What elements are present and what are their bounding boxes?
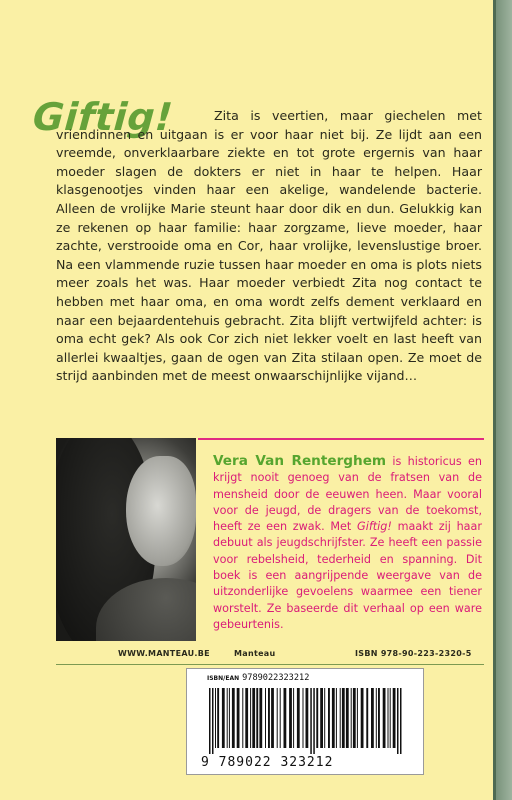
author-bio-text-1: is historicus en krijgt nooit genoeg van de fratsen van de mensheid door de eeuwen heen. Maar vooral voor de jeugd, de dragers van de toekomst, heeft ze een zwak. Met [213,455,482,534]
barcode-bar [209,688,211,754]
barcode-bar [303,688,304,748]
barcode-bar [289,688,292,748]
barcode-bar [259,688,262,748]
barcode-bar [361,688,364,748]
barcode-bar [340,688,341,748]
author-bio-book-title: Giftig! [357,520,392,534]
barcode-bar [306,688,309,748]
publisher-website: WWW.MANTEAU.BE [118,649,210,658]
barcode-bar [324,688,325,748]
barcode-bar [232,688,235,748]
barcode-bar [393,688,396,748]
barcode-label: ISBN/EAN [207,675,240,682]
barcode-bar [237,688,240,748]
footer-divider [56,664,484,665]
barcode-bar [229,688,230,748]
barcode-bar [250,688,251,748]
barcode-bar [212,688,214,754]
barcode-bar [245,688,248,748]
publisher-name: Manteau [234,649,276,658]
barcode-bar [332,688,335,748]
barcode-bar [252,688,255,748]
book-title: Giftig! [31,95,175,139]
barcode-sticker [186,668,424,775]
barcode-bar [271,688,274,748]
barcode-bar [351,688,352,748]
barcode-bar [357,688,358,748]
barcode-bar [378,688,380,748]
barcode-bar [222,688,225,748]
author-name: Vera Van Renterghem [213,453,387,469]
barcode-bar [293,688,294,748]
barcode-bar [277,688,278,748]
barcode-bar [353,688,356,748]
barcode-bar [336,688,337,748]
isbn-label: ISBN 978-90-223-2320-5 [355,649,472,658]
barcode-header [207,673,309,683]
barcode-digits: 9 789022 323212 [201,755,334,770]
barcode-bar [390,688,391,748]
barcode-header-number: 9789022323212 [242,673,310,683]
barcode-bar [227,688,228,748]
barcode-bar [268,688,270,748]
barcode-bar [313,688,315,754]
barcode-bar [371,688,374,748]
barcode-bar [400,688,402,754]
barcode-bar [297,688,300,748]
barcode-bar [310,688,312,754]
barcode-bar [366,688,368,748]
barcode-bar [376,688,377,748]
barcode-bar [342,688,345,748]
author-photo [56,438,196,641]
barcode-bars [207,688,405,754]
barcode-bar [388,688,389,748]
barcode-bar [328,688,330,748]
barcode-bar [280,688,281,748]
bio-divider [198,438,484,440]
barcode-bar [217,688,219,748]
barcode-bar [346,688,349,748]
barcode-bar [242,688,243,748]
barcode-bar [383,688,386,748]
author-bio [213,453,482,633]
barcode-bar [284,688,287,748]
barcode-bar [320,688,323,748]
barcode-bar [397,688,399,754]
barcode-bar [215,688,216,748]
barcode-bar [316,688,318,748]
author-bio-text-2: maakt zij haar debuut als jeugdschrijfster. Ze heeft een passie voor rebelsheid, tederheid en spanning. Dit boek is een aangrijpende weergave van de uitzonderlijke gevoelens waarmee een tiener worstelt. Ze baseerde dit verhaal op een ware gebeurtenis. [213,520,482,631]
barcode-bar [256,688,258,748]
book-blurb: Zita is veertien, maar giechelen met vriendinnen en uitgaan is er voor haar niet bij. Ze lijdt aan een vreemde, onverklaarbare ziekte en tot grote ergernis van haar moeder slagen de dokters er niet in haar te helpen. Haar klasgenootjes vinden haar een akelige, wandelende bacterie. Alleen de vrolijke Marie steunt haar door dik en dun. Gelukkig kan ze rekenen op haar familie: haar zorgzame, lieve moeder, haar zachte, verstrooide oma en Cor, haar vrolijke, levenslustige broer. Na een vlammende ruzie tussen haar moeder en oma is plots niets meer zoals het was. Haar moeder verbiedt Zita nog contact te hebben met haar oma, en oma wordt zelfs dement verklaard en naar een bejaardentehuis gebracht. Zita blijft vertwijfeld achter: is oma echt gek? Als ook Cor zich niet lekker voelt en last heeft van allerlei kwaaltjes, gaan de ogen van Zita stilaan open. Ze moet de strijd aanbinden met de meest onwaarschijnlijke vijand… [56,108,482,384]
barcode-bar [265,688,266,748]
